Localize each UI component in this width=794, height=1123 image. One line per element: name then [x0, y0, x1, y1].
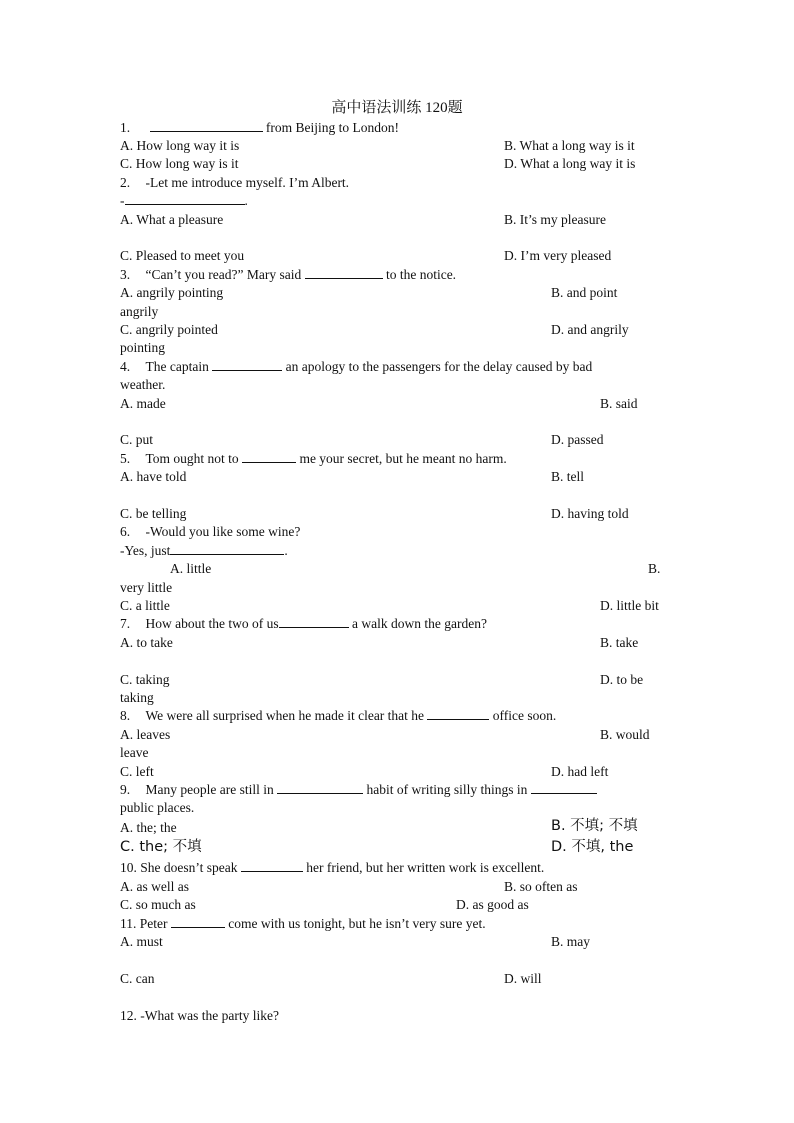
question-text: to the notice.	[385, 267, 457, 282]
q9-option-a: A. the; the	[120, 820, 177, 835]
question-number: 5.	[120, 451, 131, 466]
q5-option-d: D. having told	[551, 506, 629, 521]
q8-option-c: C. left	[120, 764, 154, 779]
question-10-stem	[120, 859, 544, 876]
q6-option-b: B.	[648, 561, 661, 576]
question-number: 2.	[120, 175, 131, 190]
question-number: 1.	[120, 120, 131, 135]
question-9-continued: public places.	[120, 800, 195, 815]
question-text: Many people are still in	[145, 782, 274, 797]
q2-option-c: C. Pleased to meet you	[120, 248, 245, 263]
question-2-stem	[120, 174, 349, 191]
reply-suffix: .	[284, 543, 288, 558]
q6-option-a: A. little	[170, 561, 212, 576]
q7-option-d-continued: taking	[120, 690, 154, 705]
question-text: habit of writing silly things in	[366, 782, 528, 797]
question-number: 7.	[120, 616, 131, 631]
answer-blank	[279, 615, 349, 628]
answer-blank	[150, 119, 263, 132]
q11-option-d: D. will	[504, 971, 542, 986]
q4-option-d: D. passed	[551, 432, 604, 447]
q11-option-c: C. can	[120, 971, 155, 986]
question-number: 12.	[120, 1008, 137, 1023]
q9-option-d: D. 不填, the	[551, 839, 634, 855]
q3-option-d: D. and angrily	[551, 322, 629, 337]
question-number: 8.	[120, 708, 131, 723]
q2-option-b: B. It’s my pleasure	[504, 212, 606, 227]
question-text: -What was the party like?	[140, 1008, 279, 1023]
q4-option-a: A. made	[120, 396, 166, 411]
answer-blank	[242, 450, 296, 463]
question-text: We were all surprised when he made it clear that he	[145, 708, 425, 723]
q8-option-d: D. had left	[551, 764, 609, 779]
q5-option-a: A. have told	[120, 469, 187, 484]
question-3-stem	[120, 266, 456, 283]
reply-prefix: -	[120, 193, 125, 208]
answer-blank	[170, 542, 284, 555]
answer-blank	[427, 707, 489, 720]
reply-suffix: .	[244, 193, 248, 208]
question-text: “Can’t you read?” Mary said	[145, 267, 302, 282]
q3-option-d-continued: pointing	[120, 340, 166, 355]
q10-option-a: A. as well as	[120, 879, 189, 894]
answer-blank	[305, 266, 383, 279]
question-7-stem	[120, 615, 487, 632]
q8-option-b-continued: leave	[120, 745, 149, 760]
question-number: 11.	[120, 916, 137, 931]
q6-option-c: C. a little	[120, 598, 170, 613]
q8-option-b: B. would	[600, 727, 650, 742]
q2-option-a: A. What a pleasure	[120, 212, 224, 227]
q6-option-d: D. little bit	[600, 598, 659, 613]
question-text: me your secret, but he meant no harm.	[299, 451, 507, 466]
question-number: 9.	[120, 782, 131, 797]
question-text: office soon.	[492, 708, 557, 723]
question-6-stem	[120, 523, 300, 540]
q3-option-b-continued: angrily	[120, 304, 159, 319]
q4-option-b: B. said	[600, 396, 638, 411]
q3-option-c: C. angrily pointed	[120, 322, 218, 337]
question-2-reply	[120, 192, 248, 209]
question-text: The captain	[145, 359, 209, 374]
question-6-reply	[120, 542, 288, 559]
question-text: a walk down the garden?	[351, 616, 487, 631]
reply-prefix: -Yes, just	[120, 543, 171, 558]
question-12-stem	[120, 1007, 279, 1024]
question-9-stem	[120, 781, 597, 798]
question-number: 6.	[120, 524, 131, 539]
q8-option-a: A. leaves	[120, 727, 171, 742]
question-text: She doesn’t speak	[140, 860, 238, 875]
question-number: 3.	[120, 267, 131, 282]
question-11-stem	[120, 915, 486, 932]
q1-option-b: B. What a long way is it	[504, 138, 635, 153]
question-1-stem	[120, 119, 399, 136]
q9-option-b: B. 不填; 不填	[551, 818, 638, 834]
q2-option-d: D. I’m very pleased	[504, 248, 612, 263]
q11-option-a: A. must	[120, 934, 163, 949]
q3-option-a: A. angrily pointing	[120, 285, 224, 300]
q1-option-c: C. How long way is it	[120, 156, 239, 171]
q7-option-b: B. take	[600, 635, 639, 650]
answer-blank	[212, 358, 282, 371]
q7-option-d: D. to be	[600, 672, 644, 687]
question-number: 10.	[120, 860, 137, 875]
q7-option-c: C. taking	[120, 672, 170, 687]
q5-option-c: C. be telling	[120, 506, 187, 521]
q4-option-c: C. put	[120, 432, 154, 447]
q1-option-a: A. How long way it is	[120, 138, 240, 153]
answer-blank	[531, 781, 597, 794]
question-8-stem	[120, 707, 556, 724]
question-number: 4.	[120, 359, 131, 374]
question-4-continued: weather.	[120, 377, 166, 392]
q6-option-b-continued: very little	[120, 580, 173, 595]
question-text: an apology to the passengers for the delay caused by bad	[285, 359, 593, 374]
q11-option-b: B. may	[551, 934, 590, 949]
q3-option-b: B. and point	[551, 285, 618, 300]
answer-blank	[277, 781, 363, 794]
question-text: Peter	[139, 916, 168, 931]
question-text: Tom ought not to	[145, 451, 239, 466]
question-text: from Beijing to London!	[265, 120, 399, 135]
question-text: come with us tonight, but he isn’t very sure yet.	[228, 916, 486, 931]
q5-option-b: B. tell	[551, 469, 584, 484]
answer-blank	[171, 915, 225, 928]
q1-option-d: D. What a long way it is	[504, 156, 636, 171]
answer-blank	[241, 859, 303, 872]
question-text: her friend, but her written work is excellent.	[306, 860, 545, 875]
question-text: -Let me introduce myself. I’m Albert.	[145, 175, 350, 190]
answer-blank	[125, 192, 245, 205]
page-title: 高中语法训练 120题	[331, 100, 463, 116]
q10-option-d: D. as good as	[456, 897, 529, 912]
q7-option-a: A. to take	[120, 635, 173, 650]
q10-option-c: C. so much as	[120, 897, 196, 912]
q9-option-c: C. the; 不填	[120, 839, 202, 855]
question-text: How about the two of us	[145, 616, 279, 631]
question-5-stem	[120, 450, 507, 467]
question-text: -Would you like some wine?	[145, 524, 301, 539]
question-4-stem	[120, 358, 592, 375]
q10-option-b: B. so often as	[504, 879, 578, 894]
